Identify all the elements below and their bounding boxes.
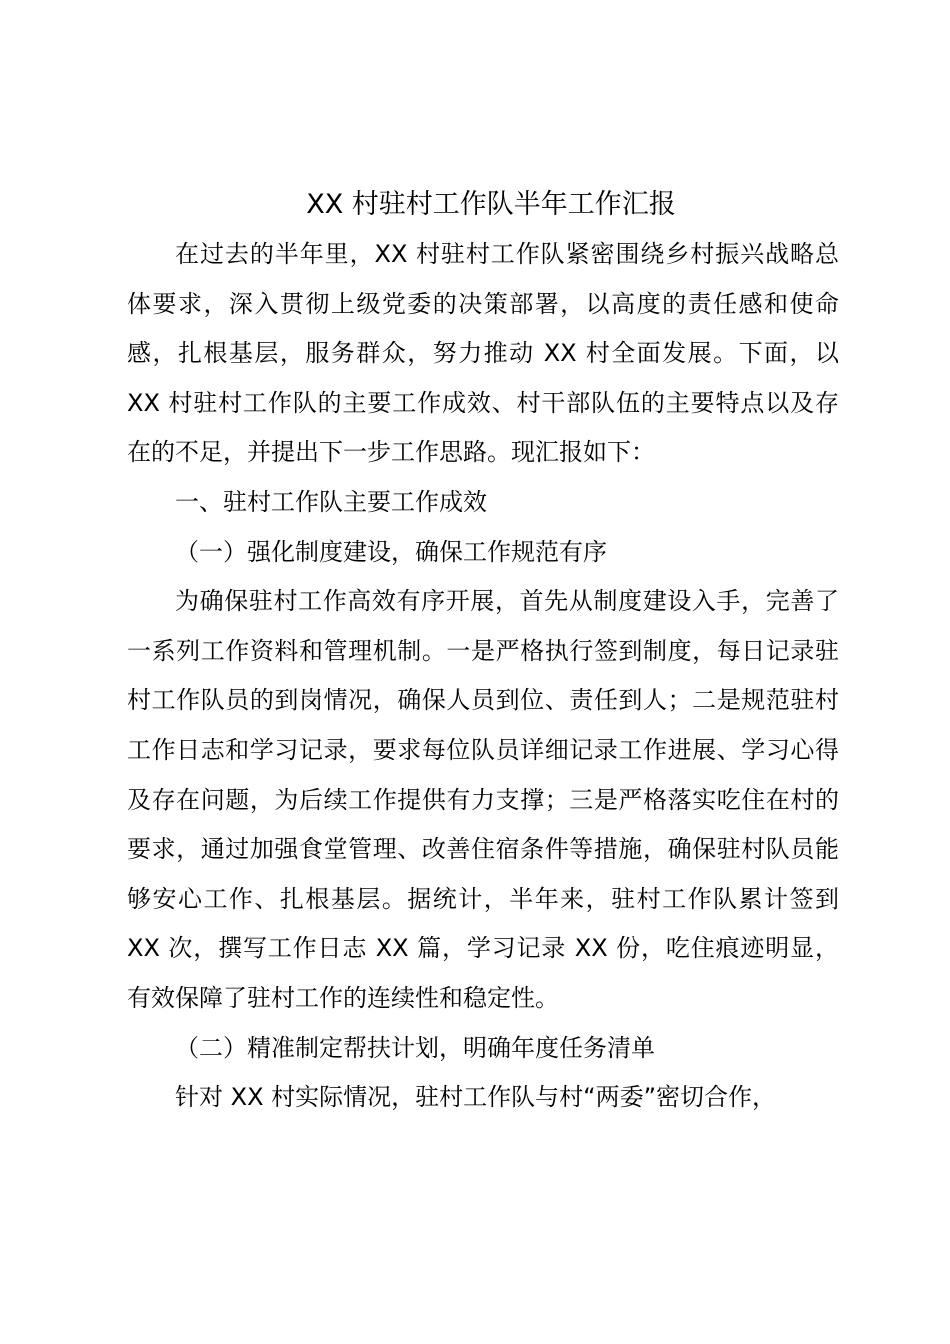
subsection-1-paragraph: 为确保驻村工作高效有序开展，首先从制度建设入手，完善了一系列工作资料和管理机制。一是严格执行签到制度，每日记录驻村工作队员的到岗情况，确保人员到位、责任到人；二是规范驻村工作日志和学习记录，要求每位队员详细记录工作进展、学习心得及存在问题，为后续工作提供有力支撑；三是严格落实吃住在村的要求，通过加强食堂管理、改善住宿条件等措施，确保驻村队员能够安心工作、扎根基层。据统计，半年来，驻村工作队累计签到 XX 次，撰写工作日志 XX 篇，学习记录 XX 份，吃住痕迹明显，有效保障了驻村工作的连续性和稳定性。	[127, 587, 839, 1012]
document-body	[127, 180, 839, 1123]
subsection-2-paragraph: 针对 XX 村实际情况，驻村工作队与村“两委”密切合作，	[175, 1083, 777, 1112]
subsection-2-heading: （二）精准制定帮扶计划，明确年度任务清单	[175, 1033, 655, 1062]
section-1-heading: 一、驻村工作队主要工作成效	[175, 487, 487, 516]
subsection-1-heading: （一）强化制度建设，确保工作规范有序	[175, 537, 607, 566]
intro-paragraph: 在过去的半年里，XX 村驻村工作队紧密围绕乡村振兴战略总体要求，深入贯彻上级党委的决策部署，以高度的责任感和使命感，扎根基层，服务群众，努力推动 XX 村全面发展。下面，以 XX 村驻村工作队的主要工作成效、村干部队伍的主要特点以及存在的不足，并提出下一步工作思路。现汇报如下：	[127, 240, 839, 467]
document-title: XX 村驻村工作队半年工作汇报	[306, 189, 676, 220]
